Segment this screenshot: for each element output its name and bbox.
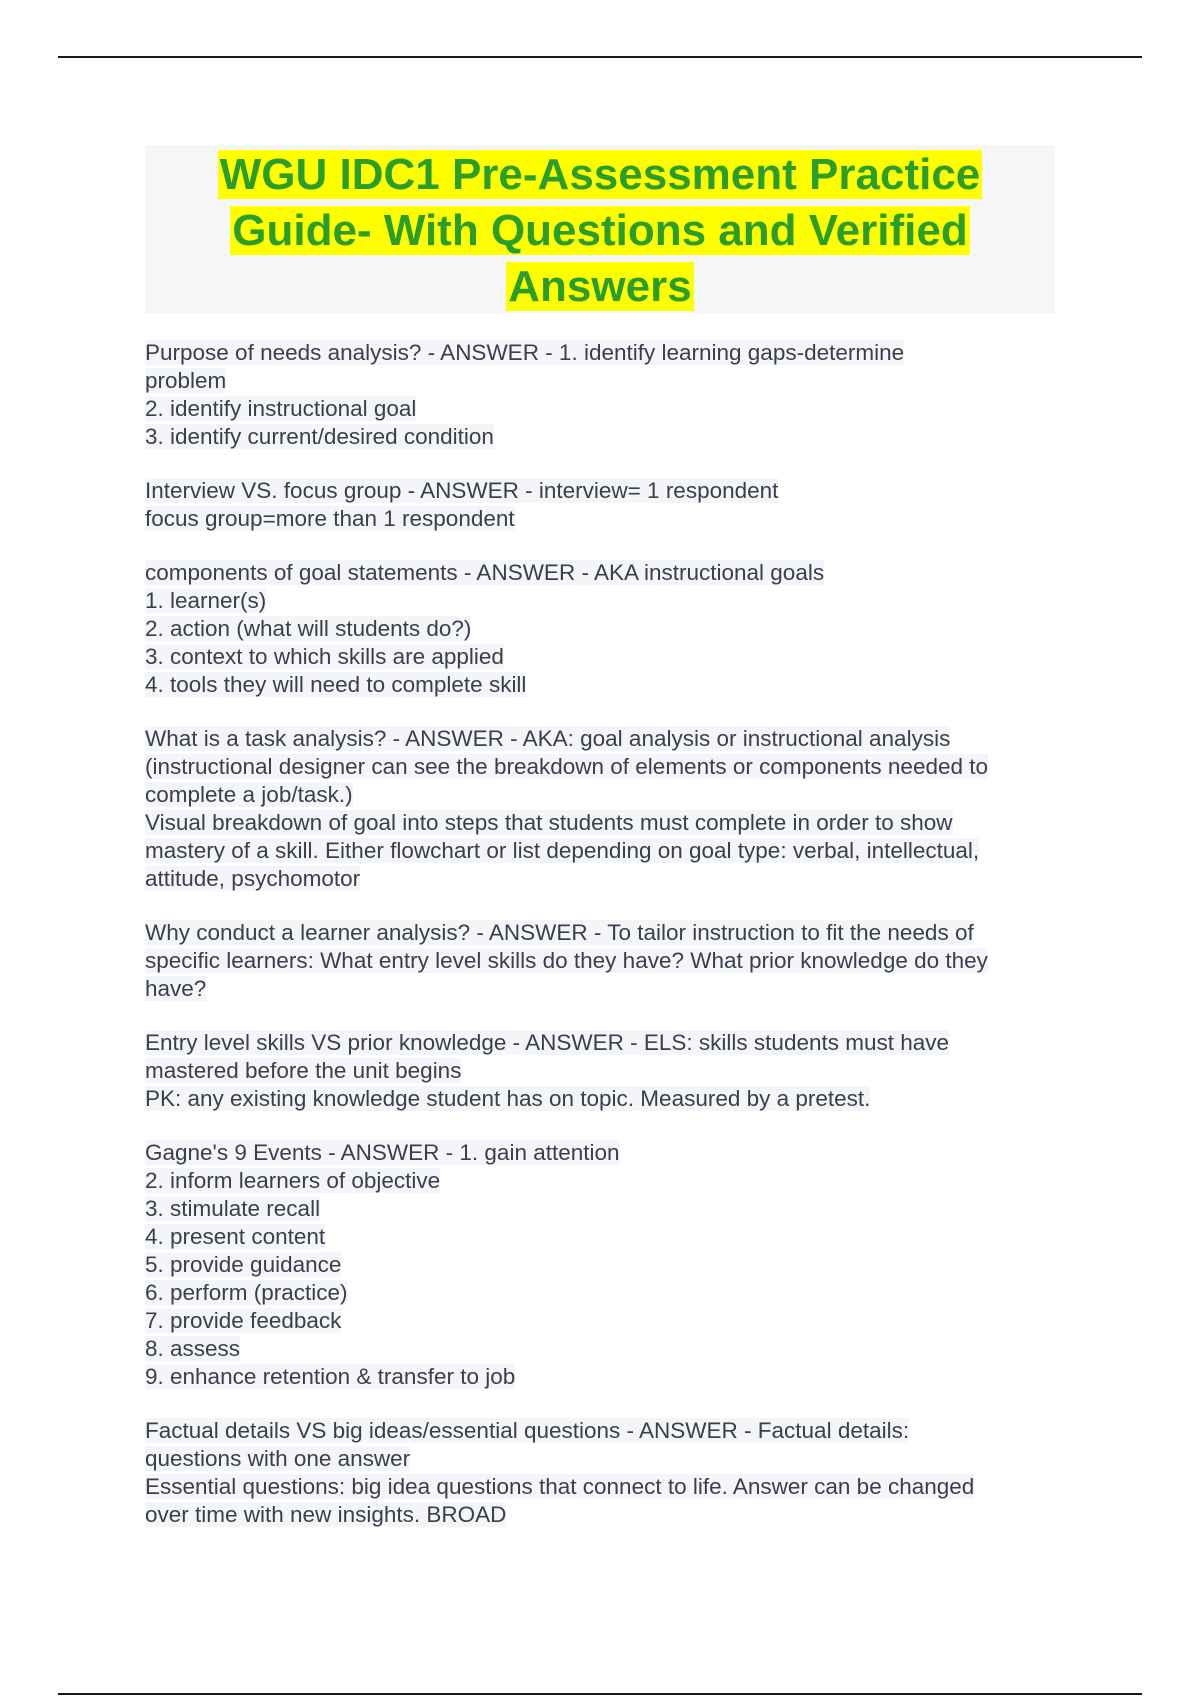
qa-item <box>145 1417 1060 1529</box>
qa-line-text: 3. context to which skills are applied <box>145 644 504 669</box>
qa-answer-line <box>145 1445 1060 1473</box>
qa-answer-line <box>145 643 1060 671</box>
title-line-2: Guide- With Questions and Verified <box>232 206 968 255</box>
qa-line-text: focus group=more than 1 respondent <box>145 506 515 531</box>
qa-line-text: 2. action (what will students do?) <box>145 616 472 641</box>
qa-line-text: complete a job/task.) <box>145 782 353 807</box>
qa-item <box>145 477 1060 533</box>
qa-line-text: 2. inform learners of objective <box>145 1168 441 1193</box>
qa-item <box>145 725 1060 893</box>
qa-line-text: (instructional designer can see the breakdown of elements or components needed to <box>145 754 989 779</box>
qa-line-text: Essential questions: big idea questions that connect to life. Answer can be changed <box>145 1474 975 1499</box>
header-rule <box>58 56 1142 58</box>
qa-line-text: Purpose of needs analysis? - ANSWER - 1. identify learning gaps-determine <box>145 340 905 365</box>
qa-answer-line <box>145 505 1060 533</box>
qa-question-line <box>145 1029 1060 1057</box>
qa-line-text: 3. stimulate recall <box>145 1196 321 1221</box>
qa-line-text: Visual breakdown of goal into steps that students must complete in order to show <box>145 810 953 835</box>
qa-question-line <box>145 477 1060 505</box>
qa-line-text: questions with one answer <box>145 1446 411 1471</box>
qa-answer-line <box>145 865 1060 893</box>
footer-rule <box>58 1693 1142 1695</box>
qa-answer-line <box>145 753 1060 781</box>
qa-answer-line <box>145 1085 1060 1113</box>
qa-question-line <box>145 559 1060 587</box>
qa-line-text: 2. identify instructional goal <box>145 396 417 421</box>
qa-answer-line <box>145 395 1060 423</box>
qa-line-text: have? <box>145 976 207 1001</box>
qa-line-text: What is a task analysis? - ANSWER - AKA: goal analysis or instructional analysis <box>145 726 951 751</box>
qa-line-text: 1. learner(s) <box>145 588 267 613</box>
qa-answer-line <box>145 1335 1060 1363</box>
qa-answer-line <box>145 587 1060 615</box>
qa-item <box>145 1139 1060 1391</box>
qa-item <box>145 339 1060 451</box>
qa-answer-line <box>145 975 1060 1003</box>
qa-answer-line <box>145 781 1060 809</box>
qa-line-text: 4. tools they will need to complete skill <box>145 672 527 697</box>
qa-line-text: 7. provide feedback <box>145 1308 342 1333</box>
qa-item <box>145 559 1060 699</box>
qa-answer-line <box>145 1363 1060 1391</box>
qa-line-text: Entry level skills VS prior knowledge - ANSWER - ELS: skills students must have <box>145 1030 950 1055</box>
qa-answer-line <box>145 1473 1060 1501</box>
qa-line-text: 5. provide guidance <box>145 1252 342 1277</box>
qa-answer-line <box>145 1279 1060 1307</box>
qa-line-text: 6. perform (practice) <box>145 1280 348 1305</box>
qa-line-text: mastery of a skill. Either flowchart or list depending on goal type: verbal, intellectual, <box>145 838 980 863</box>
qa-answer-line <box>145 1251 1060 1279</box>
qa-line-text: PK: any existing knowledge student has on topic. Measured by a pretest. <box>145 1086 871 1111</box>
qa-line-text: problem <box>145 368 227 393</box>
qa-answer-line <box>145 1223 1060 1251</box>
title-box <box>145 145 1055 313</box>
qa-answer-line <box>145 837 1060 865</box>
title-line-1: WGU IDC1 Pre-Assessment Practice <box>219 150 981 199</box>
qa-line-text: attitude, psychomotor <box>145 866 361 891</box>
qa-answer-line <box>145 809 1060 837</box>
qa-line-text: Interview VS. focus group - ANSWER - interview= 1 respondent <box>145 478 779 503</box>
qa-answer-line <box>145 1195 1060 1223</box>
qa-line-text: Gagne's 9 Events - ANSWER - 1. gain attention <box>145 1140 620 1165</box>
qa-line-text: 3. identify current/desired condition <box>145 424 494 449</box>
qa-question-line <box>145 339 1060 367</box>
qa-item <box>145 919 1060 1003</box>
document-title <box>145 145 1055 315</box>
qa-line-text: over time with new insights. BROAD <box>145 1502 507 1527</box>
qa-line-text: Why conduct a learner analysis? - ANSWER - To tailor instruction to fit the needs of <box>145 920 974 945</box>
qa-line-text: 9. enhance retention & transfer to job <box>145 1364 516 1389</box>
qa-answer-line <box>145 1501 1060 1529</box>
qa-answer-line <box>145 1307 1060 1335</box>
qa-line-text: 8. assess <box>145 1336 241 1361</box>
qa-line-text: 4. present content <box>145 1224 326 1249</box>
qa-answer-line <box>145 1057 1060 1085</box>
qa-line-text: mastered before the unit begins <box>145 1058 462 1083</box>
qa-question-line <box>145 1417 1060 1445</box>
qa-list <box>145 339 1060 1555</box>
qa-question-line <box>145 919 1060 947</box>
qa-question-line <box>145 725 1060 753</box>
qa-answer-line <box>145 671 1060 699</box>
qa-answer-line <box>145 1167 1060 1195</box>
qa-line-text: components of goal statements - ANSWER - AKA instructional goals <box>145 560 825 585</box>
qa-answer-line <box>145 423 1060 451</box>
qa-line-text: specific learners: What entry level skills do they have? What prior knowledge do they <box>145 948 988 973</box>
title-line-3: Answers <box>508 262 692 311</box>
qa-item <box>145 1029 1060 1113</box>
qa-question-line <box>145 1139 1060 1167</box>
qa-answer-line <box>145 947 1060 975</box>
qa-answer-line <box>145 615 1060 643</box>
qa-line-text: Factual details VS big ideas/essential questions - ANSWER - Factual details: <box>145 1418 910 1443</box>
qa-answer-line <box>145 367 1060 395</box>
